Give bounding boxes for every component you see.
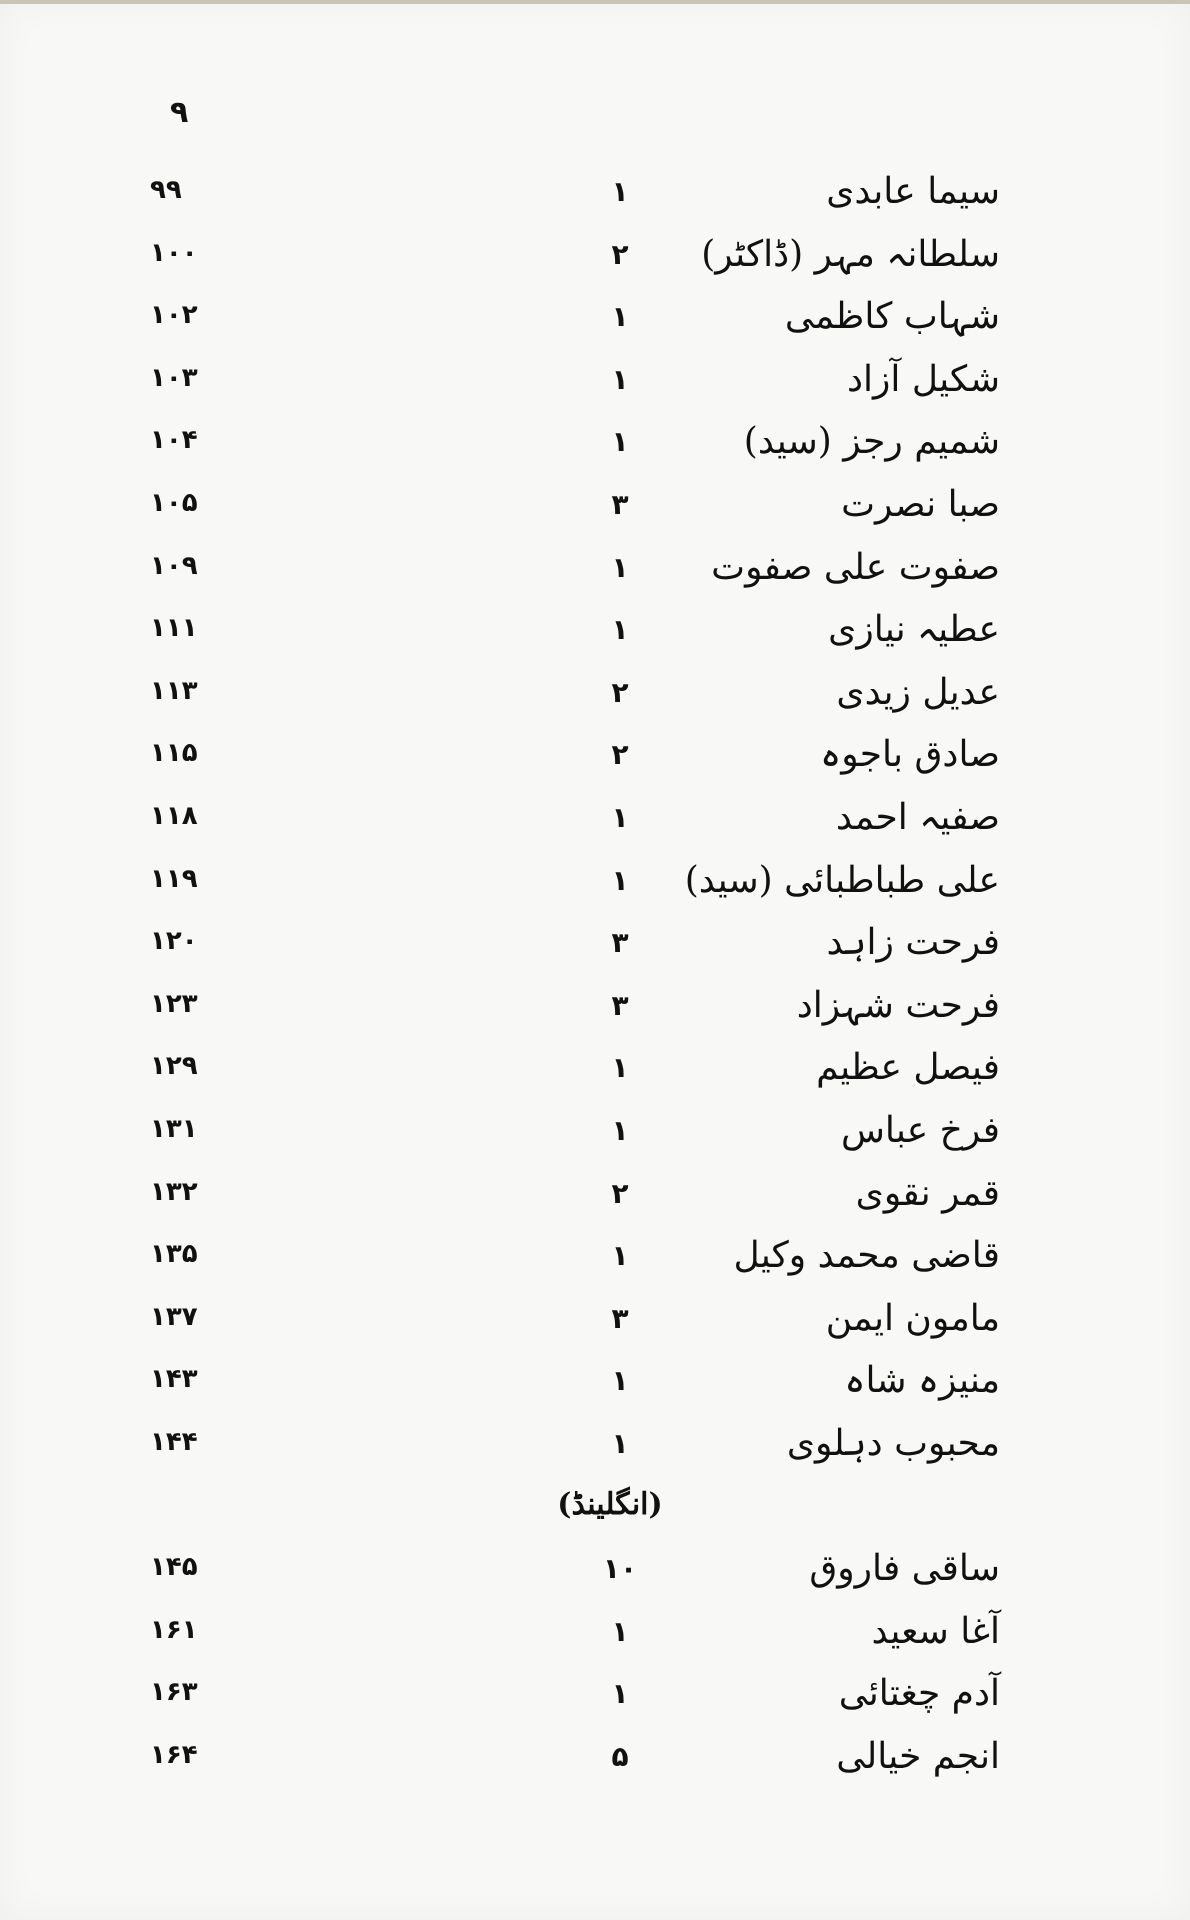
poem-count: ۵ xyxy=(611,1739,629,1773)
poem-count: ۲ xyxy=(611,1176,629,1210)
poet-name: عدیل زیدی xyxy=(836,671,1000,713)
page-ref: ۱۱۳ xyxy=(150,675,198,706)
poet-name: صادق باجوہ xyxy=(820,734,1000,776)
contents-list xyxy=(0,163,1190,1790)
poem-count: ۱ xyxy=(611,1426,629,1460)
page-ref: ۱۳۲ xyxy=(150,1176,198,1207)
page-ref: ۱۰۴ xyxy=(150,425,198,456)
poem-count: ۱ xyxy=(611,1614,629,1648)
contents-row xyxy=(0,789,1190,852)
poem-count: ۱ xyxy=(611,613,629,647)
contents-row xyxy=(0,1728,1190,1791)
page-ref: ۱۴۳ xyxy=(150,1364,198,1395)
contents-row xyxy=(0,1102,1190,1165)
page-ref: ۱۰۹ xyxy=(150,550,198,581)
poet-name: قمر نقوی xyxy=(855,1172,1000,1214)
page-ref: ۱۱۹ xyxy=(150,863,198,894)
contents-row xyxy=(0,539,1190,602)
poet-name: سیما عابدی xyxy=(826,171,1000,212)
contents-row xyxy=(0,163,1190,226)
poem-count: ۱ xyxy=(611,1113,629,1147)
page-ref: ۱۰۲ xyxy=(150,300,198,331)
contents-row xyxy=(0,601,1190,664)
contents-row xyxy=(0,1540,1190,1603)
poem-count: ۱ xyxy=(611,863,629,897)
contents-section-england xyxy=(0,1540,1190,1790)
page-ref: ۱۳۱ xyxy=(150,1113,198,1144)
contents-row xyxy=(0,1415,1190,1478)
poem-count: ۱۰ xyxy=(602,1552,638,1586)
page-ref: ۱۳۷ xyxy=(150,1301,198,1332)
poet-name: صبا نصرت xyxy=(841,483,1000,525)
page-ref: ۱۰۵ xyxy=(150,487,198,518)
poet-name: شمیم رجز (سید) xyxy=(743,421,1000,463)
contents-row xyxy=(0,852,1190,915)
poem-count: ۱ xyxy=(611,425,629,459)
page-ref: ۱۱۵ xyxy=(150,738,198,769)
page-ref: ۱۰۰ xyxy=(150,237,198,268)
poem-count: ۱ xyxy=(611,1677,629,1711)
page-ref: ۱۲۰ xyxy=(150,926,198,957)
page-ref: ۱۴۴ xyxy=(150,1426,198,1457)
poem-count: ۲ xyxy=(611,237,629,271)
contents-row xyxy=(0,1603,1190,1666)
poet-name: فرحت زاہد xyxy=(826,922,1000,964)
poet-name: صفوت علی صفوت xyxy=(711,546,1000,588)
contents-row xyxy=(0,1290,1190,1353)
poem-count: ۱ xyxy=(611,1051,629,1085)
page-number: ۹ xyxy=(170,95,189,130)
poet-name: شکیل آزاد xyxy=(846,358,1000,400)
contents-row xyxy=(0,1165,1190,1228)
page-ref: ۱۲۳ xyxy=(150,988,198,1019)
poem-count: ۳ xyxy=(611,1301,629,1335)
poet-name: فرخ عباس xyxy=(840,1109,1000,1151)
poet-name: منیزہ شاہ xyxy=(844,1360,1000,1402)
poem-count: ۲ xyxy=(611,738,629,772)
contents-row xyxy=(0,977,1190,1040)
poem-count: ۱ xyxy=(611,550,629,584)
poet-name: فرحت شہزاد xyxy=(796,984,1000,1026)
page-ref: ۱۴۵ xyxy=(150,1552,198,1583)
poem-count: ۳ xyxy=(611,487,629,521)
poem-count: ۱ xyxy=(611,1364,629,1398)
poet-name: آغا سعید xyxy=(871,1610,1000,1652)
contents-row xyxy=(0,914,1190,977)
page-ref: ۱۲۹ xyxy=(150,1051,198,1082)
poet-name: علی طباطبائی (سید) xyxy=(684,859,1000,901)
poet-name: ساقی فاروق xyxy=(809,1548,1000,1590)
poet-name: محبوب دہلوی xyxy=(786,1422,1000,1464)
contents-section-main xyxy=(0,163,1190,1477)
poet-name: سلطانہ مہر (ڈاکٹر) xyxy=(701,233,1000,275)
section-heading-row xyxy=(0,1477,1190,1540)
contents-row xyxy=(0,1665,1190,1728)
poem-count: ۱ xyxy=(611,1239,629,1273)
page-ref: ۱۶۴ xyxy=(150,1739,198,1770)
page-ref: ۱۰۳ xyxy=(150,362,198,393)
contents-row xyxy=(0,413,1190,476)
poet-name: قاضی محمد وکیل xyxy=(733,1235,1000,1277)
contents-row xyxy=(0,726,1190,789)
page-top-edge xyxy=(0,0,1190,4)
contents-row xyxy=(0,476,1190,539)
contents-row xyxy=(0,1227,1190,1290)
poem-count: ۲ xyxy=(611,675,629,709)
contents-row xyxy=(0,351,1190,414)
contents-row xyxy=(0,664,1190,727)
contents-row xyxy=(0,288,1190,351)
poem-count: ۳ xyxy=(611,988,629,1022)
poet-name: آدم چغتائی xyxy=(838,1673,1000,1715)
poem-count: ۳ xyxy=(611,926,629,960)
page-ref: ۱۱۸ xyxy=(150,800,198,831)
poem-count: ۱ xyxy=(611,800,629,834)
page-ref: ۱۳۵ xyxy=(150,1239,198,1270)
contents-row xyxy=(0,1039,1190,1102)
poem-count: ۱ xyxy=(611,175,629,208)
page-ref: ۹۹ xyxy=(150,175,182,205)
poet-name: فیصل عظیم xyxy=(816,1047,1000,1089)
contents-row xyxy=(0,226,1190,289)
page-ref: ۱۶۳ xyxy=(150,1677,198,1708)
poem-count: ۱ xyxy=(611,300,629,334)
section-heading: (انگلینڈ) xyxy=(557,1487,663,1523)
poet-name: صفیہ احمد xyxy=(835,796,1000,838)
poet-name: شہاب کاظمی xyxy=(784,296,1000,338)
poet-name: مامون ایمن xyxy=(825,1297,1000,1339)
poet-name: عطیہ نیازی xyxy=(828,609,1000,651)
page-ref: ۱۶۱ xyxy=(150,1614,198,1645)
poet-name: انجم خیالی xyxy=(836,1735,1000,1777)
contents-row xyxy=(0,1352,1190,1415)
page-ref: ۱۱۱ xyxy=(150,613,198,644)
poem-count: ۱ xyxy=(611,362,629,396)
